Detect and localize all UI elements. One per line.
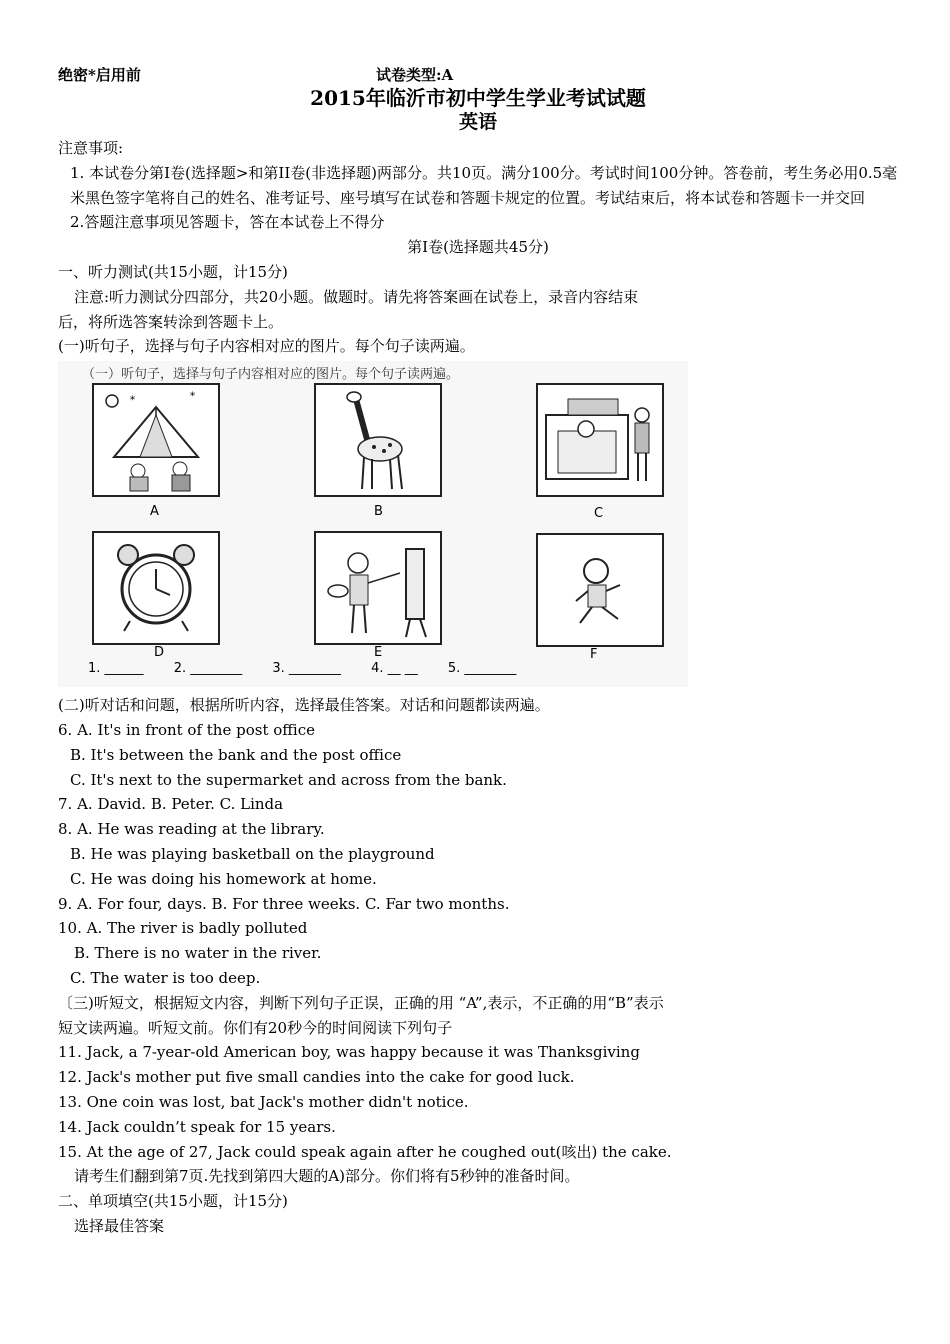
notes-item-1: 1. 本试卷分第I卷(选择题>和第II卷(非选择题)两部分。共10页。满分100分。考试时间100分钟。答卷前，考生务必用0.5毫米黑色签字笔将自己的姓名、准考证号、座号填写在试卷和答题卡规定的位置。考试结束后，将本试卷和答题卡一并交回 (70, 163, 898, 207)
exam-subject: 英语 (458, 111, 497, 133)
picture-d-clock (92, 531, 220, 645)
svg-text:*: * (190, 391, 195, 403)
picture-c-bedroom (536, 383, 664, 497)
blank-5[interactable]: 5. ________ (447, 661, 517, 677)
painting-girl-illustration (316, 533, 440, 643)
label-f: F (590, 647, 598, 663)
q12: 12. Jack's mother put five small candies into the cake for good luck. (58, 1068, 575, 1087)
listening-part-1: (一)听句子，选择与句子内容相对应的图片。每个句子读两遍。 (58, 337, 475, 356)
picture-a-camping (92, 383, 220, 497)
q6-option-b: B. It's between the bank and the post office (70, 745, 402, 764)
q11: 11. Jack, a 7-year-old American boy, was happy because it was Thanksgiving (58, 1043, 640, 1062)
alarm-clock-illustration (94, 533, 218, 643)
label-e: E (374, 645, 383, 661)
q6-option-a: 6. A. It's in front of the post office (58, 720, 315, 739)
blank-3[interactable]: 3. ________ (272, 661, 341, 677)
picture-f-running (536, 533, 664, 647)
figure-header: （一）听句子，选择与句子内容相对应的图片。每个句子读两遍。 (82, 367, 460, 383)
q13: 13. One coin was lost, bat Jack's mother didn't notice. (58, 1092, 469, 1111)
picture-e-painting (314, 531, 442, 645)
answer-blanks (88, 661, 542, 676)
label-d: D (154, 645, 165, 661)
q10-option-b: B. There is no water in the river. (74, 944, 322, 963)
q7-options: 7. A. David. B. Peter. C. Linda (58, 795, 284, 814)
listening-note-1: 注意:听力测试分四部分，共20小题。做题时。请先将答案画在试卷上，录音内容结束 (74, 287, 639, 306)
listening-heading: 一、听力测试(共15小题，计15分) (58, 262, 288, 281)
q8-option-a: 8. A. He was reading at the library. (58, 820, 325, 839)
label-b: B (374, 504, 383, 520)
label-a: A (150, 504, 159, 520)
exam-title: 2015年临沂市初中学生学业考试试题 (310, 86, 646, 110)
q15: 15. At the age of 27, Jack could speak again after he coughed out(咳出) the cake. (58, 1142, 672, 1161)
q10-option-c: C. The water is too deep. (70, 968, 261, 987)
confidential-mark: 绝密*启用前 (58, 66, 141, 84)
section-1-title: 第I卷(选择题共45分) (407, 238, 549, 257)
giraffe-illustration (316, 385, 440, 495)
notes-item-2: 2.答题注意事项见答题卡，答在本试卷上不得分 (70, 213, 385, 232)
q9-options: 9. A. For four, days. B. For three weeks. C. Far two months. (58, 894, 510, 913)
paper-type: 试卷类型:A (376, 66, 454, 84)
picture-matching-figure (58, 361, 688, 687)
bedroom-illustration (538, 385, 662, 495)
section-2-sub: 选择最佳答案 (74, 1216, 165, 1235)
section-2-heading: 二、单项填空(共15小题，计15分) (58, 1192, 288, 1211)
top-line (58, 62, 898, 84)
part-3-heading-2: 短文读两遍。听短文前。你们有20秒今的时间阅读下列句子 (58, 1018, 453, 1037)
svg-text:*: * (130, 395, 135, 407)
q6-option-c: C. It's next to the supermarket and across from the bank. (70, 770, 507, 789)
part-3-instruction: 请考生们翻到第7页.先找到第四大题的A)部分。你们将有5秒钟的准备时间。 (74, 1167, 580, 1186)
listening-note-2: 后，将所选答案转涂到答题卡上。 (58, 312, 284, 331)
blank-4[interactable]: 4. __ __ (371, 661, 418, 677)
part-3-heading-1: 〔三)听短文，根据短文内容，判断下列句子正误，正确的用 “A”,表示，不正确的用“B”表示 (58, 993, 664, 1012)
notes-heading: 注意事项: (58, 139, 124, 157)
running-boy-illustration (538, 535, 662, 645)
label-c: C (594, 506, 604, 522)
blank-1[interactable]: 1. ______ (88, 661, 144, 677)
picture-b-giraffe (314, 383, 442, 497)
part-2-heading: (二)听对话和问题，根据所听内容，选择最佳答案。对话和问题都读两遍。 (58, 696, 550, 715)
q10-option-a: 10. A. The river is badly polluted (58, 919, 308, 938)
q8-option-c: C. He was doing his homework at home. (70, 869, 377, 888)
tent-illustration (94, 385, 218, 495)
exam-page (58, 62, 898, 1239)
q14: 14. Jack couldn’t speak for 15 years. (58, 1117, 336, 1136)
blank-2[interactable]: 2. ________ (173, 661, 243, 677)
q8-option-b: B. He was playing basketball on the playground (70, 844, 435, 863)
